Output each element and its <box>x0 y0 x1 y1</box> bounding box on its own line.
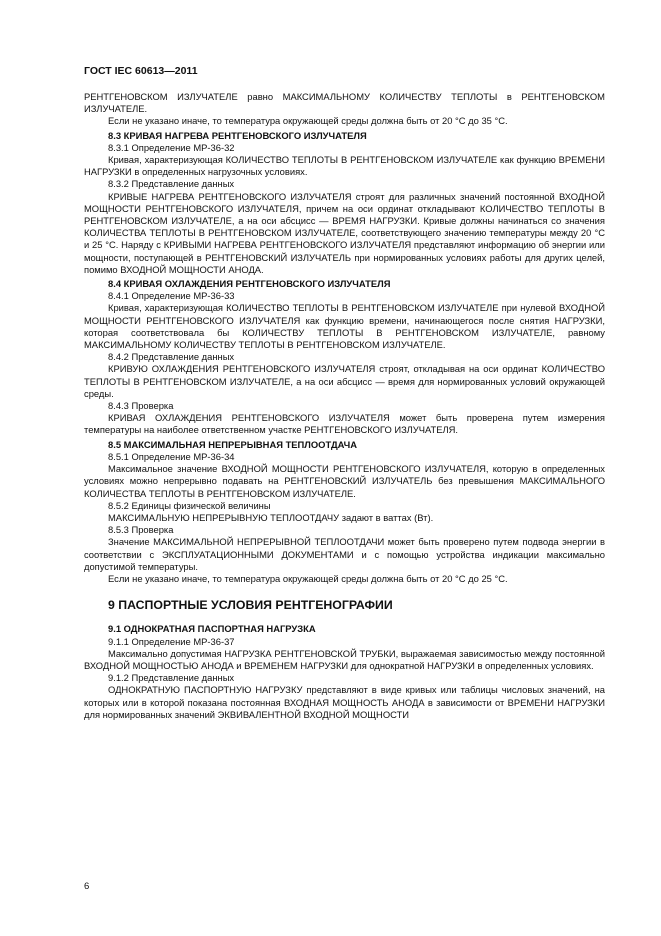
paragraph: 8.4.3 Проверка <box>108 400 174 412</box>
paragraph: Кривая, характеризующая КОЛИЧЕСТВО ТЕПЛОТЫ В РЕНТГЕНОВСКОМ ИЗЛУЧАТЕЛЕ как функцию ВРЕМЕНИ НАГРУЗКИ в определенных нагрузочных условиях. <box>84 154 605 178</box>
chapter-title: 9 ПАСПОРТНЫЕ УСЛОВИЯ РЕНТГЕНОГРАФИИ <box>108 598 393 613</box>
paragraph: ОДНОКРАТНУЮ ПАСПОРТНУЮ НАГРУЗКУ представляют в виде кривых или таблицы числовых значений, на которых или в которой показана постоянная ВХОДНАЯ МОЩНОСТЬ АНОДА в зависимости от ВРЕМЕНИ НАГРУЗКИ для нормированных значений ЭКВИВАЛЕНТНОЙ ВХОДНОЙ МОЩНОСТИ <box>84 684 605 720</box>
section-heading: 8.3 КРИВАЯ НАГРЕВА РЕНТГЕНОВСКОГО ИЗЛУЧАТЕЛЯ <box>108 129 367 141</box>
paragraph: 8.5.3 Проверка <box>108 524 174 536</box>
paragraph: 8.4.1 Определение МР-36-33 <box>108 290 235 302</box>
section-heading: 8.4 КРИВАЯ ОХЛАЖДЕНИЯ РЕНТГЕНОВСКОГО ИЗЛУЧАТЕЛЯ <box>108 278 391 290</box>
paragraph: КРИВУЮ ОХЛАЖДЕНИЯ РЕНТГЕНОВСКОГО ИЗЛУЧАТЕЛЯ строят, откладывая на оси ординат КОЛИЧЕСТВО ТЕПЛОТЫ В РЕНТГЕНОВСКОМ ИЗЛУЧАТЕЛЕ, а на оси абсцисс — время для нормированных условий окружающей среды. <box>84 363 605 399</box>
paragraph: Максимальное значение ВХОДНОЙ МОЩНОСТИ РЕНТГЕНОВСКОГО ИЗЛУЧАТЕЛЯ, которую в определенных условиях можно непрерывно подавать на РЕНТГЕНОВСКИЙ ИЗЛУЧАТЕЛЬ без превышения МАКСИМАЛЬНОГО КОЛИЧЕСТВА ТЕПЛОТЫ В РЕНТГЕНОВСКОМ ИЗЛУЧАТЕЛЕ. <box>84 463 605 499</box>
paragraph: 9.1.1 Определение МР-36-37 <box>108 635 235 647</box>
section-heading: 8.5 МАКСИМАЛЬНАЯ НЕПРЕРЫВНАЯ ТЕПЛООТДАЧА <box>108 438 358 450</box>
paragraph: Значение МАКСИМАЛЬНОЙ НЕПРЕРЫВНОЙ ТЕПЛООТДАЧИ может быть проверено путем подвода энергии в соответствии с ЭКСПЛУАТАЦИОННЫМИ ДОКУМЕНТАМИ и с помощью устройства индикации максимально допустимой температуры. <box>84 536 605 572</box>
page-number: 6 <box>84 881 90 892</box>
document-header: ГОСТ IEC 60613—2011 <box>84 65 198 77</box>
paragraph: КРИВЫЕ НАГРЕВА РЕНТГЕНОВСКОГО ИЗЛУЧАТЕЛЯ строят для различных значений постоянной ВХОДНОЙ МОЩНОСТИ РЕНТГЕНОВСКОГО ИЗЛУЧАТЕЛЯ, причем на оси ординат откладывают КОЛИЧЕСТВО ТЕПЛОТЫ В РЕНТГЕНОВСКОМ ИЗЛУЧАТЕЛЕ, а на оси абсцисс — ВРЕМЯ НАГРУЗКИ. Кривые должны начинаться со значения КОЛИЧЕСТВА ТЕПЛОТЫ В РЕНТГЕНОВСКОМ ИЗЛУЧАТЕЛЕ, соответствующего значению температуры между 20 °С и 25 °С. Наряду с КРИВЫМИ НАГРЕВА РЕНТГЕНОВСКОГО ИЗЛУЧАТЕЛЯ представляют информацию об энергии или мощности, поступающей в РЕНТГЕНОВСКИЙ ИЗЛУЧАТЕЛЬ при нормированных условиях работы для других целей, помимо ВХОДНОЙ МОЩНОСТИ АНОДА. <box>84 190 605 275</box>
section-heading: 9.1 ОДНОКРАТНАЯ ПАСПОРТНАЯ НАГРУЗКА <box>108 623 316 635</box>
paragraph: 8.3.2 Представление данных <box>108 178 235 190</box>
paragraph: Кривая, характеризующая КОЛИЧЕСТВО ТЕПЛОТЫ В РЕНТГЕНОВСКОМ ИЗЛУЧАТЕЛЕ при нулевой ВХОДНОЙ МОЩНОСТИ РЕНТГЕНОВСКОГО ИЗЛУЧАТЕЛЯ как функцию времени, начинающегося после снятия НАГРУЗКИ, которая соответствовала бы КОЛИЧЕСТВУ ТЕПЛОТЫ В РЕНТГЕНОВСКОМ ИЗЛУЧАТЕЛЕ, равному МАКСИМАЛЬНОМУ КОЛИЧЕСТВУ ТЕПЛОТЫ В РЕНТГЕНОВСКОМ ИЗЛУЧАТЕЛЕ. <box>84 302 605 351</box>
paragraph: Если не указано иначе, то температура окружающей среды должна быть от 20 °С до 25 °С. <box>108 572 508 584</box>
paragraph: 9.1.2 Представление данных <box>108 672 235 684</box>
paragraph: КРИВАЯ ОХЛАЖДЕНИЯ РЕНТГЕНОВСКОГО ИЗЛУЧАТЕЛЯ может быть проверена путем измерения температуры на наиболее ответственном участке РЕНТГЕНОВСКОГО ИЗЛУЧАТЕЛЯ. <box>84 412 605 436</box>
paragraph: 8.5.1 Определение МР-36-34 <box>108 450 235 462</box>
paragraph: 8.4.2 Представление данных <box>108 351 235 363</box>
paragraph: МАКСИМАЛЬНУЮ НЕПРЕРЫВНУЮ ТЕПЛООТДАЧУ задают в ваттах (Вт). <box>108 511 434 523</box>
paragraph: Максимально допустимая НАГРУЗКА РЕНТГЕНОВСКОЙ ТРУБКИ, выражаемая зависимостью между постоянной ВХОДНОЙ МОЩНОСТЬЮ АНОДА и ВРЕМЕНЕМ НАГРУЗКИ для однократной НАГРУЗКИ в определенных условиях. <box>84 647 605 671</box>
paragraph: РЕНТГЕНОВСКОМ ИЗЛУЧАТЕЛЕ равно МАКСИМАЛЬНОМУ КОЛИЧЕСТВУ ТЕПЛОТЫ в РЕНТГЕНОВСКОМ ИЗЛУЧАТЕЛЕ. <box>84 91 605 115</box>
paragraph: Если не указано иначе, то температура окружающей среды должна быть от 20 °С до 35 °С. <box>108 115 508 127</box>
document-body <box>84 91 605 721</box>
paragraph: 8.3.1 Определение МР-36-32 <box>108 141 235 153</box>
paragraph: 8.5.2 Единицы физической величины <box>108 499 271 511</box>
